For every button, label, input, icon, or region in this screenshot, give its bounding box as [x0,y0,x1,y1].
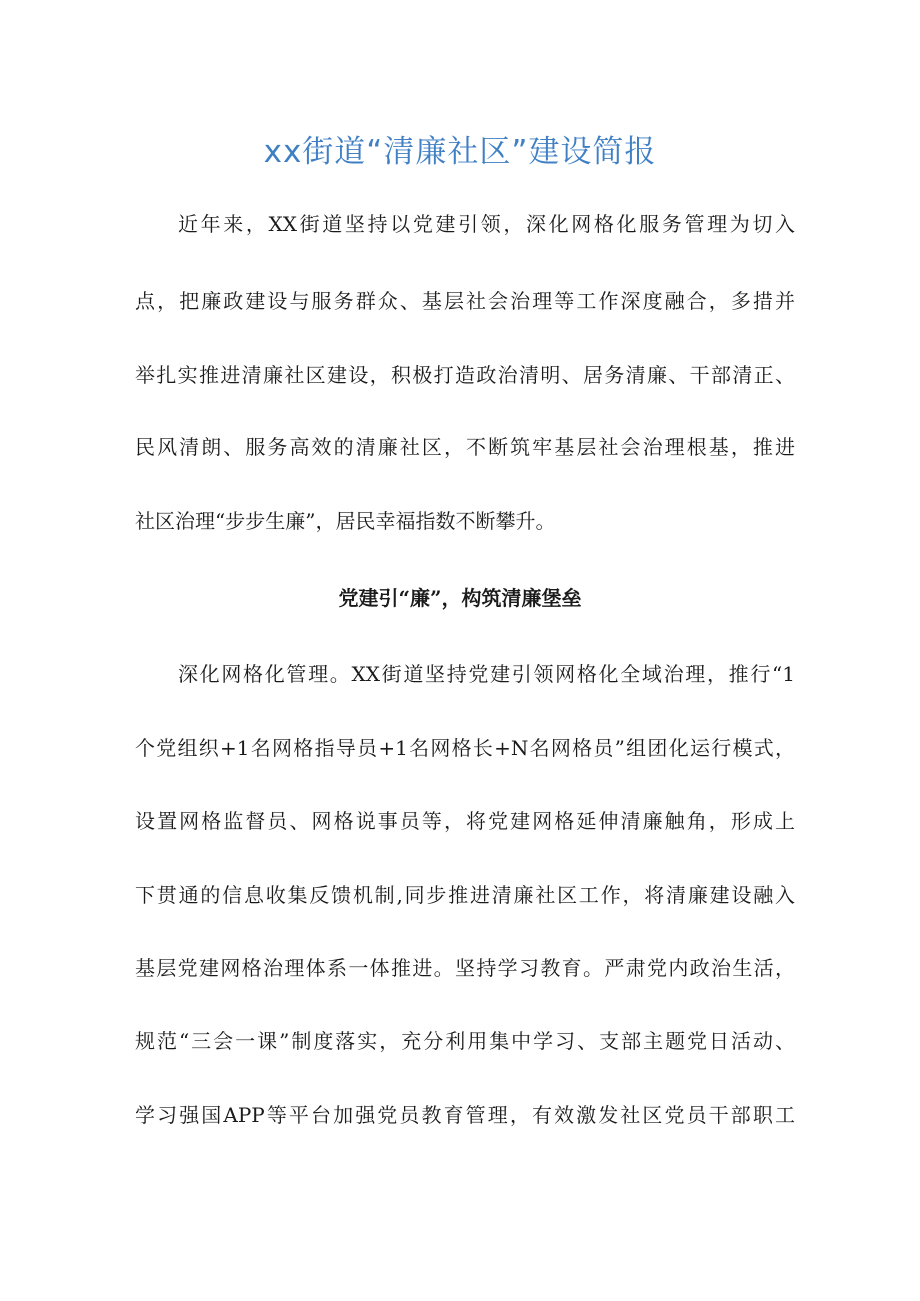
section-line-2: 个党组织+1名网格指导员+1名网格长+N名网格员”组团化运行模式， [135,736,795,760]
section-line-4: 下贯通的信息收集反馈机制,同步推进清廉社区工作，将清廉建设融入 [135,883,795,907]
section-line-7: 学习强国APP等平台加强党员教育管理，有效激发社区党员干部职工 [135,1103,795,1127]
intro-line-5: 社区治理“步步生廉”，居民幸福指数不断攀升。 [135,509,556,533]
intro-line-4: 民风清朗、服务高效的清廉社区，不断筑牢基层社会治理根基，推进 [135,435,795,459]
section-heading: 党建引“廉”，构筑清廉堡垒 [338,586,582,610]
section-line-3: 设置网格监督员、网格说事员等，将党建网格延伸清廉触角，形成上 [135,809,795,833]
section-line-1: 深化网格化管理。XX街道坚持党建引领网格化全域治理，推行“1 [178,662,795,686]
document-title: xx街道“清廉社区”建设简报 [263,134,657,170]
intro-line-1: 近年来，XX街道坚持以党建引领，深化网格化服务管理为切入 [178,212,795,236]
intro-line-3: 举扎实推进清廉社区建设，积极打造政治清明、居务清廉、干部清正、 [135,363,795,387]
section-line-6: 规范“三会一课”制度落实，充分利用集中学习、支部主题党日活动、 [135,1029,795,1053]
intro-line-2: 点，把廉政建设与服务群众、基层社会治理等工作深度融合，多措并 [135,289,795,313]
section-line-5: 基层党建网格治理体系一体推进。坚持学习教育。严肃党内政治生活， [135,956,795,980]
